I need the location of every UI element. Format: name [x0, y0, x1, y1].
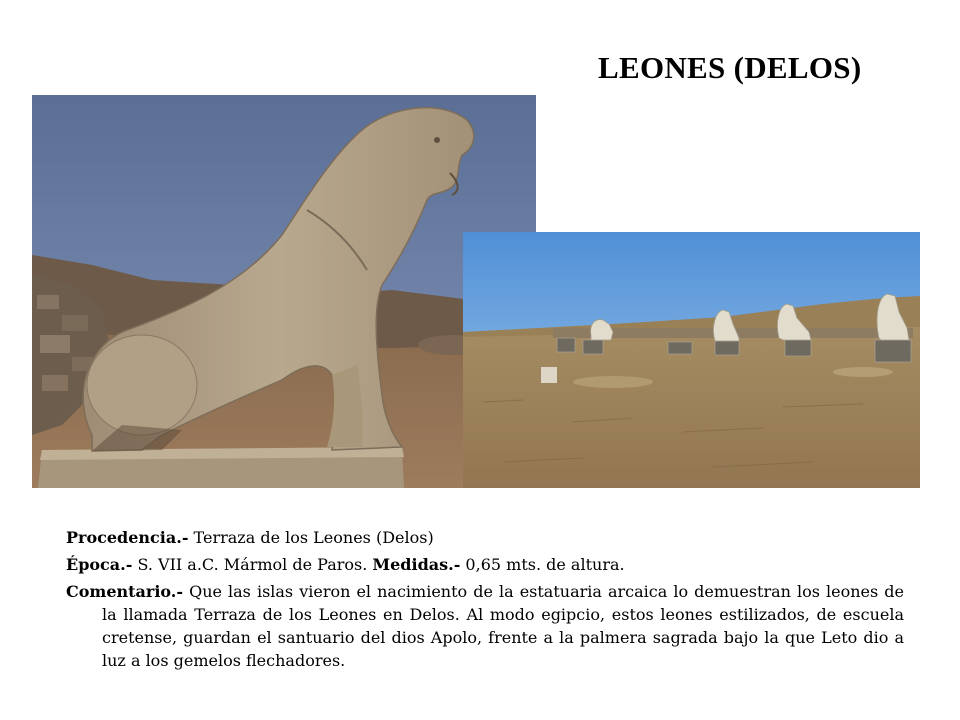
terrace-of-lions-photo [463, 232, 920, 488]
epoca-line [66, 553, 904, 576]
epoca-value: S. VII a.C. Mármol de Paros. [132, 555, 373, 574]
slide-title: LEONES (DELOS) [598, 50, 862, 85]
comentario-line [66, 580, 904, 672]
comentario-value: Que las islas vieron el nacimiento de la estatuaria arcaica lo demuestran los leones de la llamada Terraza de los Leones en Delos. Al modo egipcio, estos leones estilizados, de escuela cretense, guardan el santuario del dios Apolo, frente a la palmera sagrada bajo la que Leto dio a luz a los gemelos flechadores. [102, 582, 904, 670]
epoca-label: Época.- [66, 555, 133, 574]
medidas-label: Medidas.- [372, 555, 461, 574]
comentario-label: Comentario.- [66, 582, 184, 601]
medidas-value: 0,65 mts. de altura. [460, 555, 625, 574]
procedencia-line [66, 526, 904, 549]
lion-statue-photo [32, 95, 536, 488]
procedencia-value: Terraza de los Leones (Delos) [188, 528, 434, 547]
procedencia-label: Procedencia.- [66, 528, 189, 547]
description-block [66, 526, 904, 676]
